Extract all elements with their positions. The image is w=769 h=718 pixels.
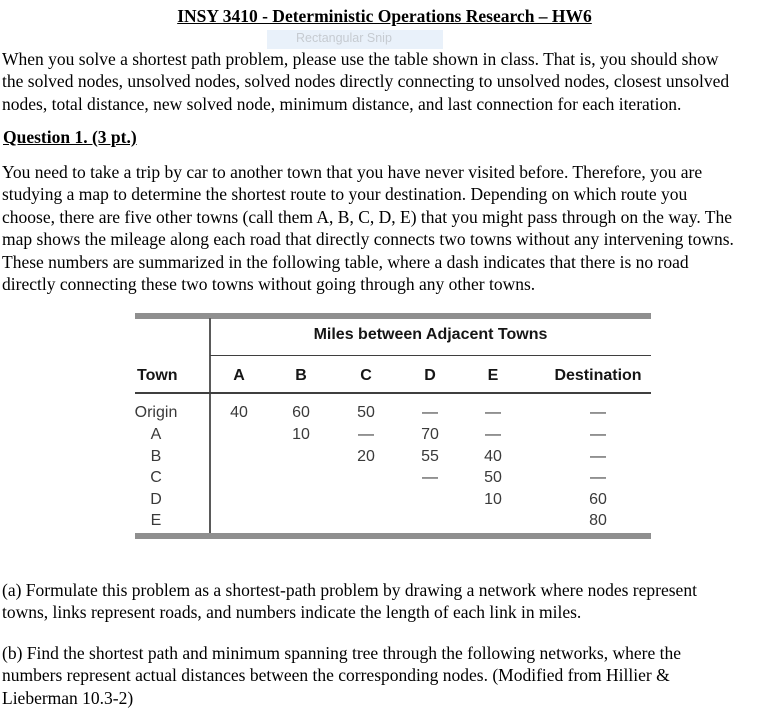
rectangular-snip-tooltip bbox=[267, 30, 443, 49]
part-a-line: towns, links represent roads, and numbers indicate the length of each link in miles. bbox=[2, 602, 582, 623]
question1-line: studying a map to determine the shortest route to your destination. Depending on which route you bbox=[2, 184, 688, 205]
table-header-rule bbox=[210, 355, 651, 357]
table-span-header: Miles between Adjacent Towns bbox=[313, 326, 548, 343]
part-b-paragraph bbox=[2, 642, 681, 709]
table-row bbox=[135, 426, 651, 446]
table-cell: 40 bbox=[230, 404, 248, 421]
row-label: C bbox=[150, 469, 162, 486]
column-header: E bbox=[487, 367, 499, 384]
question1-line: directly connecting these two towns without going through any other towns. bbox=[2, 274, 536, 295]
question1-paragraph bbox=[2, 161, 734, 295]
table-cell: 40 bbox=[484, 447, 502, 465]
row-label: E bbox=[150, 512, 162, 529]
column-header: B bbox=[295, 367, 307, 384]
column-header: D bbox=[424, 367, 436, 384]
table-cell: 70 bbox=[421, 426, 439, 443]
question1-line: These numbers are summarized in the following table, where a dash indicates that there is no road bbox=[2, 251, 689, 272]
table-cell: — bbox=[422, 469, 438, 486]
table-cell: 50 bbox=[484, 469, 502, 486]
table-cell: — bbox=[485, 404, 501, 421]
table-cell: — bbox=[358, 426, 374, 443]
column-header: Destination bbox=[554, 367, 642, 384]
table-cell: 80 bbox=[589, 512, 607, 529]
question1-line: map shows the mileage along each road that directly connects two towns without any intervening towns. bbox=[2, 229, 734, 250]
table-cell: — bbox=[590, 447, 606, 465]
part-b-line: numbers represent actual distances between the corresponding nodes. (Modified from Hillier & bbox=[2, 665, 670, 686]
table-row bbox=[135, 491, 651, 511]
part-a-paragraph bbox=[2, 579, 697, 624]
question1-heading: Question 1. (3 pt.) bbox=[3, 127, 137, 147]
table-cell: — bbox=[590, 469, 606, 486]
document-title bbox=[0, 6, 769, 27]
part-b-line: (b) Find the shortest path and minimum spanning tree through the following networks, where the bbox=[2, 643, 681, 663]
table-cell: 60 bbox=[589, 490, 607, 508]
question1-line: You need to take a trip by car to another town that you have never visited before. Therefore, you are bbox=[2, 162, 703, 182]
table-top-rule bbox=[135, 313, 651, 319]
table-cell: 55 bbox=[421, 447, 439, 465]
row-label: D bbox=[150, 490, 162, 508]
table-cell: — bbox=[485, 426, 501, 443]
document-title-text: INSY 3410 - Deterministic Operations Research – HW6 bbox=[177, 6, 592, 26]
table-cell: 60 bbox=[292, 404, 310, 421]
table-cell: — bbox=[422, 404, 438, 421]
column-header: A bbox=[233, 367, 245, 384]
table-cell: 10 bbox=[484, 490, 502, 508]
table-row bbox=[135, 404, 651, 424]
column-header: C bbox=[360, 367, 372, 384]
part-b-line: Lieberman 10.3-2) bbox=[2, 687, 134, 708]
table-cell: 50 bbox=[357, 404, 375, 421]
table-row bbox=[135, 448, 651, 468]
rectangular-snip-label: Rectangular Snip bbox=[296, 31, 392, 45]
table-cell: — bbox=[590, 404, 606, 421]
mileage-table bbox=[135, 313, 651, 539]
table-column-headers bbox=[135, 367, 651, 387]
table-cell: 10 bbox=[292, 426, 310, 443]
row-label: B bbox=[150, 447, 162, 465]
row-label: A bbox=[150, 426, 162, 443]
column-header-town: Town bbox=[137, 367, 178, 384]
table-subheader-rule bbox=[135, 392, 651, 394]
table-cell: 20 bbox=[357, 447, 375, 465]
table-row bbox=[135, 512, 651, 532]
intro-line: When you solve a shortest path problem, please use the table shown in class. That is, you should show bbox=[2, 49, 719, 69]
row-label: Origin bbox=[134, 404, 178, 421]
part-a-line: (a) Formulate this problem as a shortest-path problem by drawing a network where nodes represent bbox=[2, 580, 697, 600]
question1-line: choose, there are five other towns (call them A, B, C, D, E) that you might pass through on the way. The bbox=[2, 206, 732, 227]
intro-paragraph bbox=[2, 48, 729, 115]
table-bottom-rule bbox=[135, 533, 651, 539]
intro-line: nodes, total distance, new solved node, minimum distance, and last connection for each iteration. bbox=[2, 93, 682, 114]
intro-line: the solved nodes, unsolved nodes, solved nodes directly connecting to unsolved nodes, closest unsolved bbox=[2, 71, 730, 92]
table-cell: — bbox=[590, 426, 606, 443]
table-row bbox=[135, 469, 651, 489]
